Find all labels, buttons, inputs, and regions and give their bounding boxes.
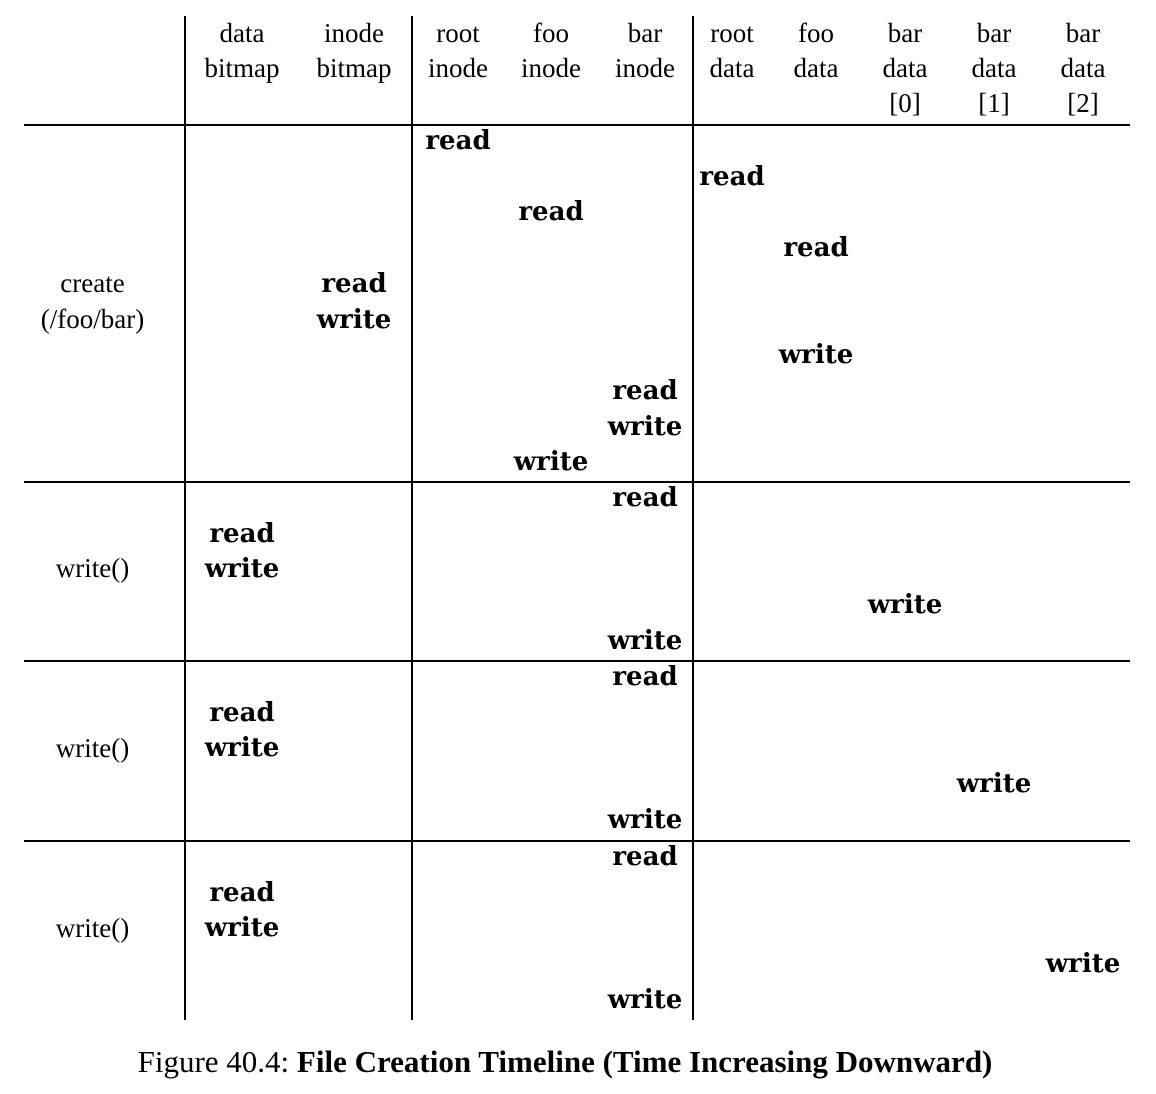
operation-write: write <box>204 913 280 944</box>
vertical-rule-bitmaps <box>184 16 186 1020</box>
column-header-data-bitmap <box>187 16 297 86</box>
column-header-line: bar <box>627 18 663 48</box>
section-label-line: write() <box>55 913 130 943</box>
operation-write: write <box>513 447 589 478</box>
column-header-line: inode <box>428 53 488 83</box>
operation-read: read <box>321 268 387 299</box>
column-header-line: data <box>882 53 928 83</box>
section-label <box>0 550 185 586</box>
operation-write: write <box>204 554 280 585</box>
column-header-inode-bitmap <box>299 16 409 86</box>
operation-write: write <box>1045 949 1121 980</box>
section-label-line: write() <box>55 733 130 763</box>
column-header-line: foo <box>798 18 834 48</box>
column-header-line: bitmap <box>204 53 280 83</box>
column-header-line: data <box>709 53 755 83</box>
column-header-line: inode <box>521 53 581 83</box>
operation-read: read <box>783 233 849 264</box>
column-header-line: foo <box>533 18 569 48</box>
section-rule-3 <box>24 840 1130 842</box>
operation-read: read <box>209 877 275 908</box>
operation-read: read <box>699 161 765 192</box>
operation-read: read <box>612 483 678 513</box>
operation-read: read <box>209 518 275 549</box>
column-header-line: data <box>971 53 1017 83</box>
operation-write: write <box>607 625 683 656</box>
operation-read: read <box>425 126 491 156</box>
section-label <box>0 730 185 766</box>
column-header-line: [0] <box>889 88 921 118</box>
column-header-line: bitmap <box>316 53 392 83</box>
operation-write: write <box>607 984 683 1015</box>
section-label <box>0 265 185 337</box>
column-header-line: root <box>436 18 480 48</box>
header-rule <box>24 124 1130 126</box>
column-header-line: bar <box>976 18 1012 48</box>
column-header-line: root <box>710 18 754 48</box>
section-label-line: (/foo/bar) <box>40 304 145 334</box>
column-header-line: data <box>793 53 839 83</box>
operation-write: write <box>956 769 1032 800</box>
column-header-line: bar <box>1065 18 1101 48</box>
section-label <box>0 910 185 946</box>
column-header-bar-data-2 <box>1028 16 1138 121</box>
caption-prefix: Figure 40.4: <box>137 1044 297 1079</box>
figure-caption <box>0 1040 1130 1084</box>
operation-write: write <box>316 304 392 335</box>
section-rule-2 <box>24 660 1130 662</box>
column-header-line: data <box>1060 53 1106 83</box>
operation-write: write <box>204 733 280 764</box>
column-header-line: inode <box>615 53 675 83</box>
column-header-line: inode <box>324 18 384 48</box>
column-header-line: data <box>219 18 265 48</box>
vertical-rule-inodes <box>411 16 413 1020</box>
operation-read: read <box>612 375 678 406</box>
operation-read: read <box>612 662 678 692</box>
section-label-line: write() <box>55 553 130 583</box>
column-header-line: [2] <box>1067 88 1099 118</box>
section-label-line: create <box>60 268 125 298</box>
column-header-line: [1] <box>978 88 1010 118</box>
operation-write: write <box>607 411 683 442</box>
operation-write: write <box>778 340 854 371</box>
section-rule-1 <box>24 481 1130 483</box>
operation-read: read <box>612 842 678 872</box>
caption-title: File Creation Timeline (Time Increasing Downward) <box>296 1044 993 1079</box>
operation-write: write <box>607 804 683 835</box>
operation-read: read <box>518 197 584 228</box>
operation-read: read <box>209 697 275 728</box>
operation-write: write <box>867 590 943 621</box>
column-header-line: bar <box>887 18 923 48</box>
